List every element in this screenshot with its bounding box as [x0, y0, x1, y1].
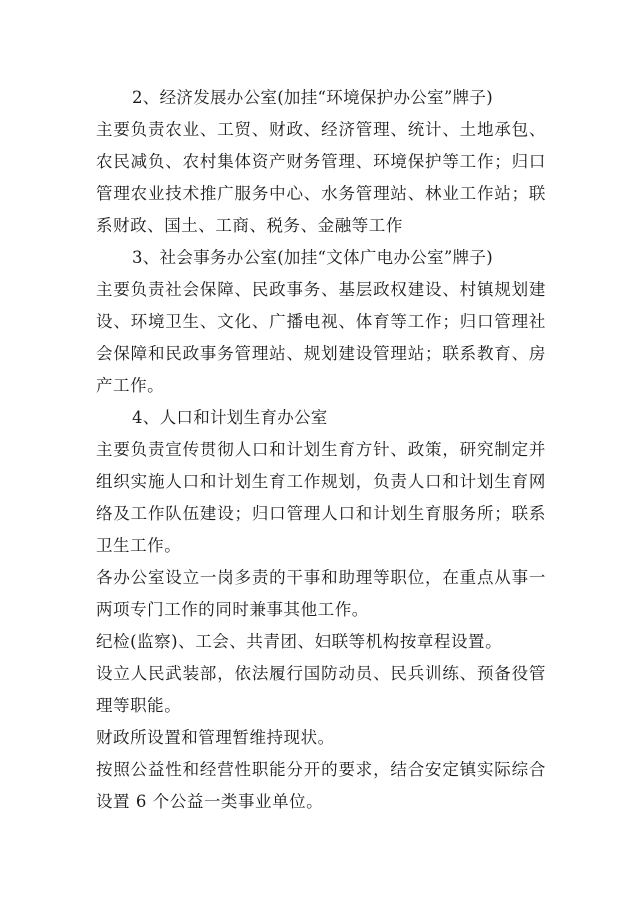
- section-heading-family-planning-office: 4、人口和计划生育办公室: [132, 408, 328, 427]
- paragraph-public-institutions: 按照公益性和经营性职能分开的要求，结合安定镇实际综合设置 6 个公益一类事业单位。: [96, 760, 546, 811]
- section-heading-social-affairs-office: 3、社会事务办公室(加挂“文体广电办公室”牌子): [132, 248, 493, 267]
- section-heading-economic-office: 2、经济发展办公室(加挂“环境保护办公室”牌子): [132, 88, 493, 107]
- paragraph-armed-forces: 设立人民武装部，依法履行国防动员、民兵训练、预备役管理等职能。: [96, 664, 546, 715]
- document-body: [96, 82, 546, 818]
- section-body-social-affairs-office: 主要负责社会保障、民政事务、基层政权建设、村镇规划建设、环境卫生、文化、广播电视、体育等工作；归口管理社会保障和民政事务管理站、规划建设管理站；联系教育、房产工作。: [96, 280, 546, 395]
- section-body-economic-office: 主要负责农业、工贸、财政、经济管理、统计、土地承包、农民减负、农村集体资产财务管理、环境保护等工作；归口管理农业技术推广服务中心、水务管理站、林业工作站；联系财政、国土、工商、税务、金融等工作: [96, 120, 546, 235]
- paragraph-organizations: 纪检(监察)、工会、共青团、妇联等机构按章程设置。: [96, 632, 503, 651]
- paragraph-staff-positions: 各办公室设立一岗多责的干事和助理等职位，在重点从事一两项专门工作的同时兼事其他工作。: [96, 568, 546, 619]
- paragraph-finance-office: 财政所设置和管理暂维持现状。: [96, 728, 335, 747]
- section-body-family-planning-office: 主要负责宣传贯彻人口和计划生育方针、政策，研究制定并组织实施人口和计划生育工作规划，负责人口和计划生育网络及工作队伍建设；归口管理人口和计划生育服务所；联系卫生工作。: [96, 440, 546, 555]
